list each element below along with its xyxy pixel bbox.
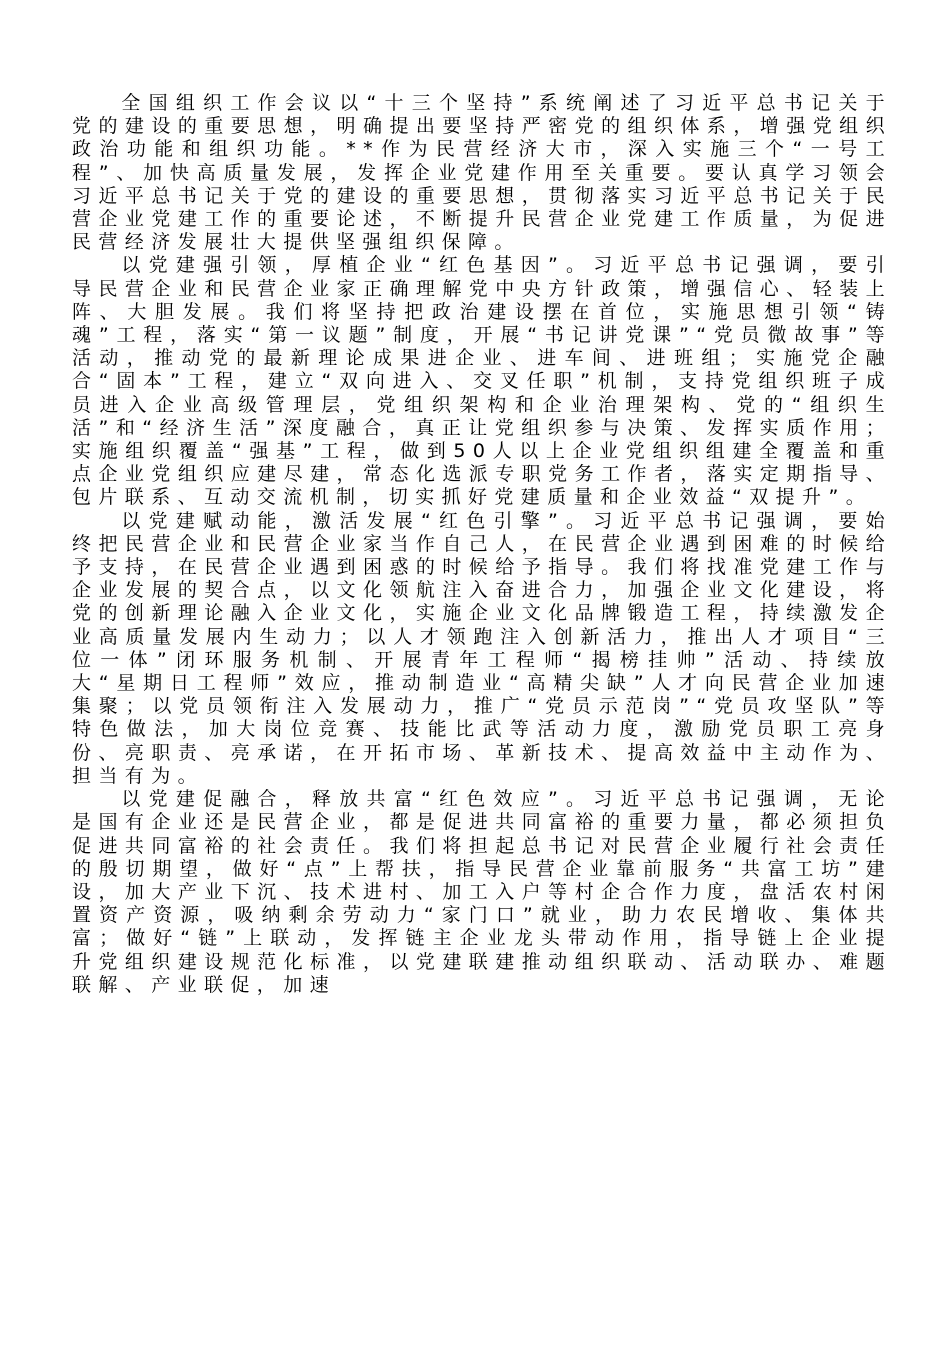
document-body xyxy=(72,92,892,997)
paragraph-party-building-integration: 以党建促融合，释放共富“红色效应”。习近平总书记强调，无论是国有企业还是民营企业，都是促进共同富裕的重要力量，都必须担负促进共同富裕的社会责任。我们将担起总书记对民营企业履行社会责任的殷切期望，做好“点”上帮扶，指导民营企业靠前服务“共富工坊”建设，加大产业下沉、技术进村、加工入户等村企合作力度，盘活农村闲置资产资源，吸纳剩余劳动力“家门口”就业，助力农民增收、集体共富；做好“链”上联动，发挥链主企业龙头带动作用，指导链上企业提升党组织建设规范化标准，以党建联建推动组织联动、活动联办、难题联解、产业联促，加速 xyxy=(72,788,892,996)
paragraph-party-building-empowerment: 以党建赋动能，激活发展“红色引擎”。习近平总书记强调，要始终把民营企业和民营企业家当作自己人，在民营企业遇到困难的时候给予支持，在民营企业遇到困惑的时候给予指导。我们将找准党建工作与企业发展的契合点，以文化领航注入奋进合力，加强企业文化建设，将党的创新理论融入企业文化，实施企业文化品牌锻造工程，持续激发企业高质量发展内生动力；以人才领跑注入创新活力，推出人才项目“三位一体”闭环服务机制、开展青年工程师“揭榜挂帅”活动、持续放大“星期日工程师”效应，推动制造业“高精尖缺”人才向民营企业加速集聚；以党员领衔注入发展动力，推广“党员示范岗”“党员攻坚队”等特色做法，加大岗位竞赛、技能比武等活动力度，激励党员职工亮身份、亮职责、亮承诺，在开拓市场、革新技术、提高效益中主动作为、担当有为。 xyxy=(72,509,892,787)
paragraph-party-building-leadership: 以党建强引领，厚植企业“红色基因”。习近平总书记强调，要引导民营企业和民营企业家正确理解党中央方针政策，增强信心、轻装上阵、大胆发展。我们将坚持把政治建设摆在首位，实施思想引领“铸魂”工程，落实“第一议题”制度，开展“书记讲党课”“党员微故事”等活动，推动党的最新理论成果进企业、进车间、进班组；实施党企融合“固本”工程，建立“双向进入、交叉任职”机制，支持党组织班子成员进入企业高级管理层，党组织架构和企业治理架构、党的“组织生活”和“经济生活”深度融合，真正让党组织参与决策、发挥实质作用；实施组织覆盖“强基”工程，做到50人以上企业党组织组建全覆盖和重点企业党组织应建尽建，常态化选派专职党务工作者，落实定期指导、包片联系、互动交流机制，切实抓好党建质量和企业效益“双提升”。 xyxy=(72,254,892,509)
paragraph-intro: 全国组织工作会议以“十三个坚持”系统阐述了习近平总书记关于党的建设的重要思想，明确提出要坚持严密党的组织体系，增强党组织政治功能和组织功能。**作为民营经济大市，深入实施三个“一号工程”、加快高质量发展，发挥企业党建作用至关重要。要认真学习领会习近平总书记关于党的建设的重要思想，贯彻落实习近平总书记关于民营企业党建工作的重要论述，不断提升民营企业党建工作质量，为促进民营经济发展壮大提供坚强组织保障。 xyxy=(72,92,892,254)
